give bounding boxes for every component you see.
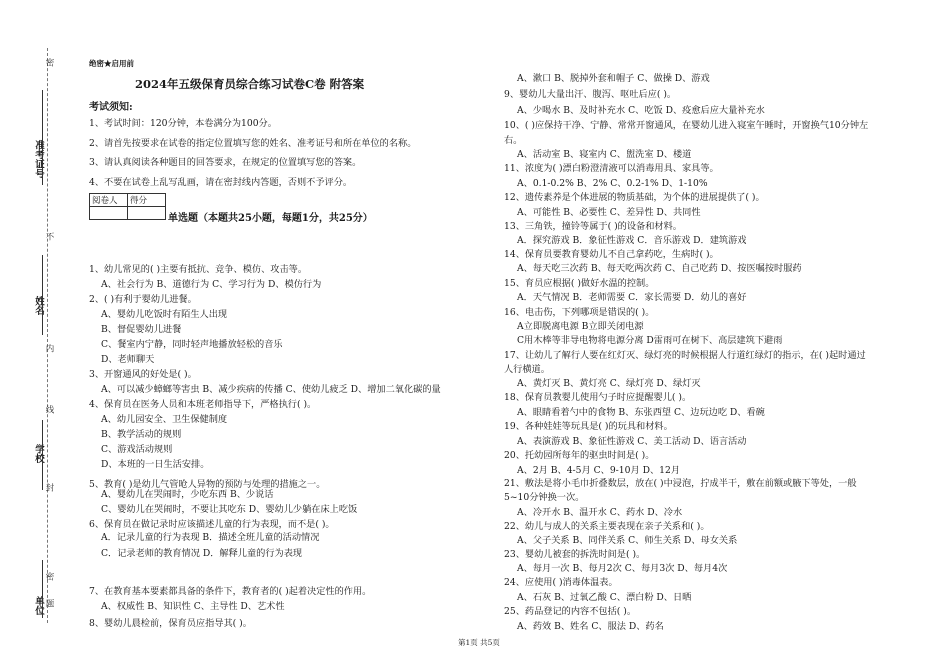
notice-4: 4、不要在试卷上乱写乱画，请在密封线内答题，否则不予评分。 [89, 177, 353, 188]
score-cell: 得分 [128, 194, 166, 207]
binding-line [47, 48, 48, 623]
school-label: 学校 [33, 444, 44, 463]
section-title: 单选题（本题共25小题，每题1分，共25分） [168, 213, 373, 224]
option-line: A、2月 B、4-5月 C、9-10月 D、12月 [517, 465, 681, 476]
option-line: A、可以减少蟑螂等害虫 B、减少疾病的传播 C、使幼儿疲乏 D、增加二氧化碳的量 [101, 384, 441, 395]
question-line: 14、保育员要教育婴幼儿不自己拿药吃，生病时( )。 [504, 249, 719, 260]
question-line: 8、婴幼儿晨检前，保育员应指导其( )。 [89, 618, 252, 629]
question-line: 6、保育员在做记录时应该描述儿童的行为表现，而不是( )。 [89, 519, 335, 530]
question-line: 3、开窗通风的好处是( )。 [89, 369, 197, 380]
question-line: 22、幼儿与成人的关系主要表现在亲子关系和( )。 [504, 521, 710, 532]
binding-mark-3: 内 [44, 344, 54, 353]
option-line: A、黄灯灭 B、黄灯亮 C、绿灯亮 D、绿灯灭 [517, 378, 701, 389]
option-line: A、活动室 B、寝室内 C、盥洗室 D、楼道 [517, 149, 692, 160]
question-line: 15、育员应根据( )做好水温的控制。 [504, 278, 655, 289]
exam-number-label: 准考证号 [33, 140, 44, 178]
option-line: A、眼睛看着勺中的食物 B、东张西望 C、边玩边吃 D、看碗 [517, 407, 765, 418]
option-line: C．记录老师的教育情况 D．解释儿童的行为表现 [101, 548, 303, 559]
question-line: 4、保育员在医务人员和本班老师指导下，严格执行( )。 [89, 399, 317, 410]
option-line: B、督促婴幼儿进餐 [101, 324, 182, 335]
unit-line [42, 560, 43, 618]
notice-title: 考试须知: [89, 102, 133, 113]
question-line: 13、三角铁，撞铃等属于( )的设备和材料。 [504, 221, 682, 232]
question-line: 19、各种娃娃等玩具是( )的玩具和材料。 [504, 421, 673, 432]
grader-box [89, 193, 166, 220]
option-line: A．探究游戏 B．象征性游戏 C．音乐游戏 D．建筑游戏 [517, 235, 747, 246]
binding-mark-7: 题 [44, 599, 54, 608]
notice-1: 1、考试时间：120分钟，本卷满分为100分。 [89, 118, 277, 129]
page-title: 2024年五级保育员综合练习试卷C卷 附答案 [135, 77, 365, 91]
option-line: A、表演游戏 B、象征性游戏 C、美工活动 D、语言活动 [517, 436, 747, 447]
question-line: 24、应使用( )消毒体温表。 [504, 577, 618, 588]
question-line: 右。 [504, 135, 523, 146]
option-line: A、可能性 B、必要性 C、差异性 D、共同性 [517, 207, 701, 218]
question-line: 18、保育员教婴儿使用勺子时应提醒婴儿( )。 [504, 392, 692, 403]
option-line: A、少喝水 B、及时补充水 C、吃饭 D、疫愈后应大量补充水 [517, 105, 765, 116]
option-line: A、冷开水 B、温开水 C、药水 D、冷水 [517, 507, 683, 518]
binding-mark-top: 密 [44, 58, 54, 67]
notice-2: 2、请首先按要求在试卷的指定位置填写您的姓名、准考证号和所在单位的名称。 [89, 138, 417, 149]
question-line: 23、婴幼儿被套的拆洗时间是( )。 [504, 549, 646, 560]
question-line: 20、托幼园所每年的驱虫时间是( )。 [504, 450, 655, 461]
question-line: 25、药品登记的内容不包括( )。 [504, 606, 637, 617]
question-line: 2、( )有利于婴幼儿进餐。 [89, 294, 197, 305]
binding-mark-2: 不 [44, 232, 54, 241]
school-line [42, 420, 43, 490]
name-label: 姓名 [33, 296, 44, 315]
question-line: 5、教育( )是幼儿气管呛人异物的预防与处理的措施之一。 [89, 479, 326, 490]
option-line: C、餐室内宁静，同时轻声地播放轻松的音乐 [101, 339, 283, 350]
option-line: A、父子关系 B、同伴关系 C、师生关系 D、母女关系 [517, 535, 738, 546]
option-line: D、老师聊天 [101, 354, 155, 365]
question-line: 17、让幼儿了解行人要在红灯灭、绿灯亮的时候根据人行道红绿灯的指示，在( )起时通过 [504, 350, 866, 361]
option-line: A、婴幼儿在哭闹时，少吃东西 B、少说话 [101, 489, 274, 500]
reviewer-blank[interactable] [90, 207, 128, 220]
option-line: A立即脱离电源 B立即关闭电源 [517, 321, 644, 332]
notice-3: 3、请认真阅读各种题目的回答要求，在规定的位置填写您的答案。 [89, 157, 362, 168]
question-line: 10、( )应保持干净、宁静、常常开窗通风，在婴幼儿进入寝室午睡时，开窗换气10分钟左 [504, 120, 869, 131]
question-line: 人行横道。 [504, 364, 550, 375]
question-line: 16、电击伤，下列哪项是错误的( )。 [504, 307, 655, 318]
binding-mark-5: 封 [44, 483, 54, 492]
option-line: A、0.1-0.2% B、2% C、0.2-1% D、1-10% [517, 178, 708, 189]
reviewer-cell: 阅卷人 [90, 194, 128, 207]
option-line: A、幼儿园安全、卫生保健制度 [101, 414, 228, 425]
question-line: 7、在教育基本要素都具备的条件下，教育者的( )起着决定性的作用。 [89, 586, 372, 597]
option-line: D、本班的一日生活安排。 [101, 459, 210, 470]
option-line: A、社会行为 B、道德行为 C、学习行为 D、模仿行为 [101, 279, 322, 290]
score-blank[interactable] [128, 207, 166, 220]
option-line: A、权威性 B、知识性 C、主导性 D、艺术性 [101, 601, 285, 612]
binding-mark-6: 密 [44, 572, 54, 581]
question-line: 12、遗传素养是个体进展的物质基础，为个体的进展提供了( )。 [504, 192, 765, 203]
option-line: A、婴幼儿吃饭时有陌生人出现 [101, 309, 228, 320]
option-line: A、药效 B、姓名 C、服法 D、药名 [517, 621, 664, 632]
binding-mark-4: 线 [44, 405, 54, 414]
option-line: C、婴幼儿在哭闹时，不要让其吃东 D、婴幼儿少躺在床上吃饭 [101, 504, 358, 515]
exam-number-line [42, 90, 43, 185]
option-line: B、教学活动的规则 [101, 429, 182, 440]
unit-label: 单位 [33, 596, 44, 615]
question-line: 21、敷法是将小毛巾折叠数层，放在( )中浸泡，拧成半干，敷在前额或腋下等处，一般 [504, 478, 857, 489]
question-line: 9、婴幼儿大量出汗、腹泻、呕吐后应( )。 [504, 89, 677, 100]
secret-mark: 绝密★启用前 [89, 59, 134, 68]
page-footer: 第1页 共5页 [458, 638, 500, 647]
name-line [42, 255, 43, 335]
option-line: A、漱口 B、脱掉外套和帽子 C、做操 D、游戏 [517, 73, 710, 84]
question-line: 5~10分钟换一次。 [504, 492, 585, 503]
option-line: A、每天吃三次药 B、每天吃两次药 C、自己吃药 D、按医嘱按时服药 [517, 263, 802, 274]
option-line: A、每月一次 B、每月2次 C、每月3次 D、每月4次 [517, 563, 728, 574]
question-line: 11、浓度为( )漂白粉澄清液可以消毒用具、家具等。 [504, 163, 719, 174]
option-line: A、石灰 B、过氧乙酸 C、漂白粉 D、日晒 [517, 592, 692, 603]
option-line: C用木棒等非导电物将电源分离 D雷雨可在树下、高层建筑下避雨 [517, 335, 783, 346]
option-line: A．记录儿童的行为表现 B．描述全班儿童的活动情况 [101, 532, 320, 543]
option-line: C、游戏活动规则 [101, 444, 173, 455]
option-line: A．天气情况 B．老师需要 C．家长需要 D．幼儿的喜好 [517, 292, 747, 303]
question-line: 1、幼儿常见的( )主要有抵抗、竞争、模仿、攻击等。 [89, 264, 308, 275]
